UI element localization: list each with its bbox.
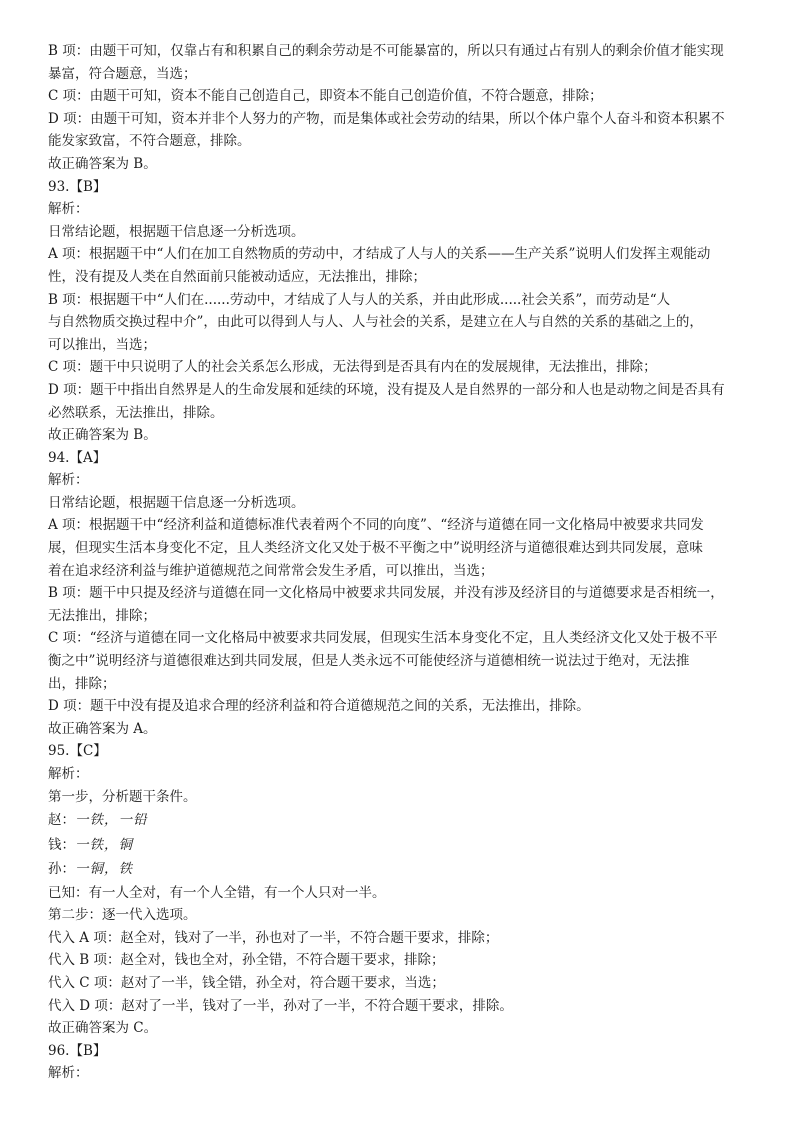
handwritten-answer: 一铁，铜 xyxy=(75,836,133,853)
text-line: 展，但现实生活本身变化不定，且人类经济文化又处于极不平衡之中”说明经济与道德很难达到共同发展，意味 xyxy=(48,540,703,557)
text-line: B 项：由题干可知，仅靠占有和积累自己的剩余劳动是不可能暴富的，所以只有通过占有别人的剩余价值才能实现 xyxy=(48,43,724,59)
text-line: 第二步：逐一代入选项。 xyxy=(48,907,197,924)
text-line: 96.【B】 xyxy=(48,1042,107,1059)
text-line: 故正确答案为 A。 xyxy=(48,720,157,737)
text-line: B 项：题干中只提及经济与道德在同一文化格局中被要求共同发展，并没有涉及经济目的与道德要求是否相统一， xyxy=(48,585,724,602)
text-line: 解析： xyxy=(48,766,89,782)
text-line: C 项：由题干可知，资本不能自己创造自己，即资本不能自己创造价值，不符合题意，排除； xyxy=(48,88,603,105)
handwritten-notes xyxy=(48,808,760,882)
handwritten-row xyxy=(48,833,760,858)
person-label: 钱： xyxy=(48,836,75,853)
text-line: D 项：题干中指出自然界是人的生命发展和延续的环境，没有提及人是自然界的一部分和人也是动物之间是否具有 xyxy=(48,381,725,398)
text-line: 95.【C】 xyxy=(48,743,107,760)
text-line: 日常结论题，根据题干信息逐一分析选项。 xyxy=(48,223,305,240)
text-line: 着在追求经济利益与维护道德规范之间常常会发生矛盾，可以推出，当选； xyxy=(48,562,494,579)
text-line: 故正确答案为 C。 xyxy=(48,1020,158,1037)
text-line: 无法推出，排除； xyxy=(48,607,156,624)
text-line: 日常结论题，根据题干信息逐一分析选项。 xyxy=(48,494,305,511)
text-line: B 项：根据题干中“人们在......劳动中，才结成了人与人的关系，并由此形成.....社会关系”，而劳动是“人 xyxy=(48,291,671,308)
text-line: 与自然物质交换过程中介”，由此可以得到人与人、人与社会的关系，是建立在人与自然的关系的基础之上的， xyxy=(48,314,703,331)
text-line: 可以推出，当选； xyxy=(48,336,156,353)
handwritten-answer: 一铜，铁 xyxy=(75,861,133,878)
handwritten-row xyxy=(48,808,760,833)
text-line: A 项：根据题干中“经济利益和道德标准代表着两个不同的向度”、“经济与道德在同一文化格局中被要求共同发 xyxy=(48,517,704,534)
text-line: 第一步，分析题干条件。 xyxy=(48,788,197,805)
text-line: 解析： xyxy=(48,1065,89,1082)
text-line: 代入 C 项：赵对了一半，钱全错，孙全对，符合题干要求，当选； xyxy=(48,975,445,992)
text-line: 故正确答案为 B。 xyxy=(48,155,157,172)
text-line: C 项：“经济与道德在同一文化格局中被要求共同发展，但现实生活本身变化不定，且人类经济文化又处于极不平 xyxy=(48,630,718,647)
text-line: 衡之中”说明经济与道德很难达到共同发展，但是人类永远不可能使经济与道德相统一说法过于绝对，无法推 xyxy=(48,653,690,670)
text-line: 93.【B】 xyxy=(48,178,107,195)
text-line: 94.【A】 xyxy=(48,449,107,466)
text-line: 解析： xyxy=(48,201,89,218)
text-line: 代入 D 项：赵对了一半，钱对了一半，孙对了一半，不符合题干要求，排除。 xyxy=(48,997,513,1014)
person-label: 赵： xyxy=(48,812,75,829)
text-line: 性，没有提及人类在自然面前只能被动适应，无法推出，排除； xyxy=(48,268,426,285)
text-line: 解析： xyxy=(48,472,89,489)
text-line: 能发家致富，不符合题意，排除。 xyxy=(48,133,251,150)
handwritten-answer: 一铁，一铅 xyxy=(75,812,148,829)
document-page xyxy=(48,40,760,1085)
handwritten-row xyxy=(48,857,760,882)
text-line: 代入 B 项：赵全对，钱也全对，孙全错，不符合题干要求，排除； xyxy=(48,952,445,969)
person-label: 孙： xyxy=(48,861,75,878)
text-line: 必然联系，无法推出，排除。 xyxy=(48,404,224,421)
text-line: 暴富，符合题意，当选； xyxy=(48,65,197,82)
text-line: 出，排除； xyxy=(48,675,116,692)
text-line: 代入 A 项：赵全对，钱对了一半，孙也对了一半，不符合题干要求，排除； xyxy=(48,929,499,946)
text-line: D 项：题干中没有提及追求合理的经济利益和符合道德规范之间的关系，无法推出，排除。 xyxy=(48,698,590,715)
text-line: A 项：根据题干中“人们在加工自然物质的劳动中，才结成了人与人的关系——生产关系”说明人们发挥主观能动 xyxy=(48,246,711,263)
text-line: C 项：题干中只说明了人的社会关系怎么形成，无法得到是否具有内在的发展规律，无法推出，排除； xyxy=(48,359,657,376)
text-block-after xyxy=(48,882,760,1085)
text-line: 故正确答案为 B。 xyxy=(48,427,157,444)
text-line: 已知：有一人全对，有一个人全错，有一个人只对一半。 xyxy=(48,884,386,901)
text-line: D 项：由题干可知，资本并非个人努力的产物，而是集体或社会劳动的结果，所以个体户靠个人奋斗和资本积累不 xyxy=(48,110,725,127)
text-block-before xyxy=(48,40,760,808)
